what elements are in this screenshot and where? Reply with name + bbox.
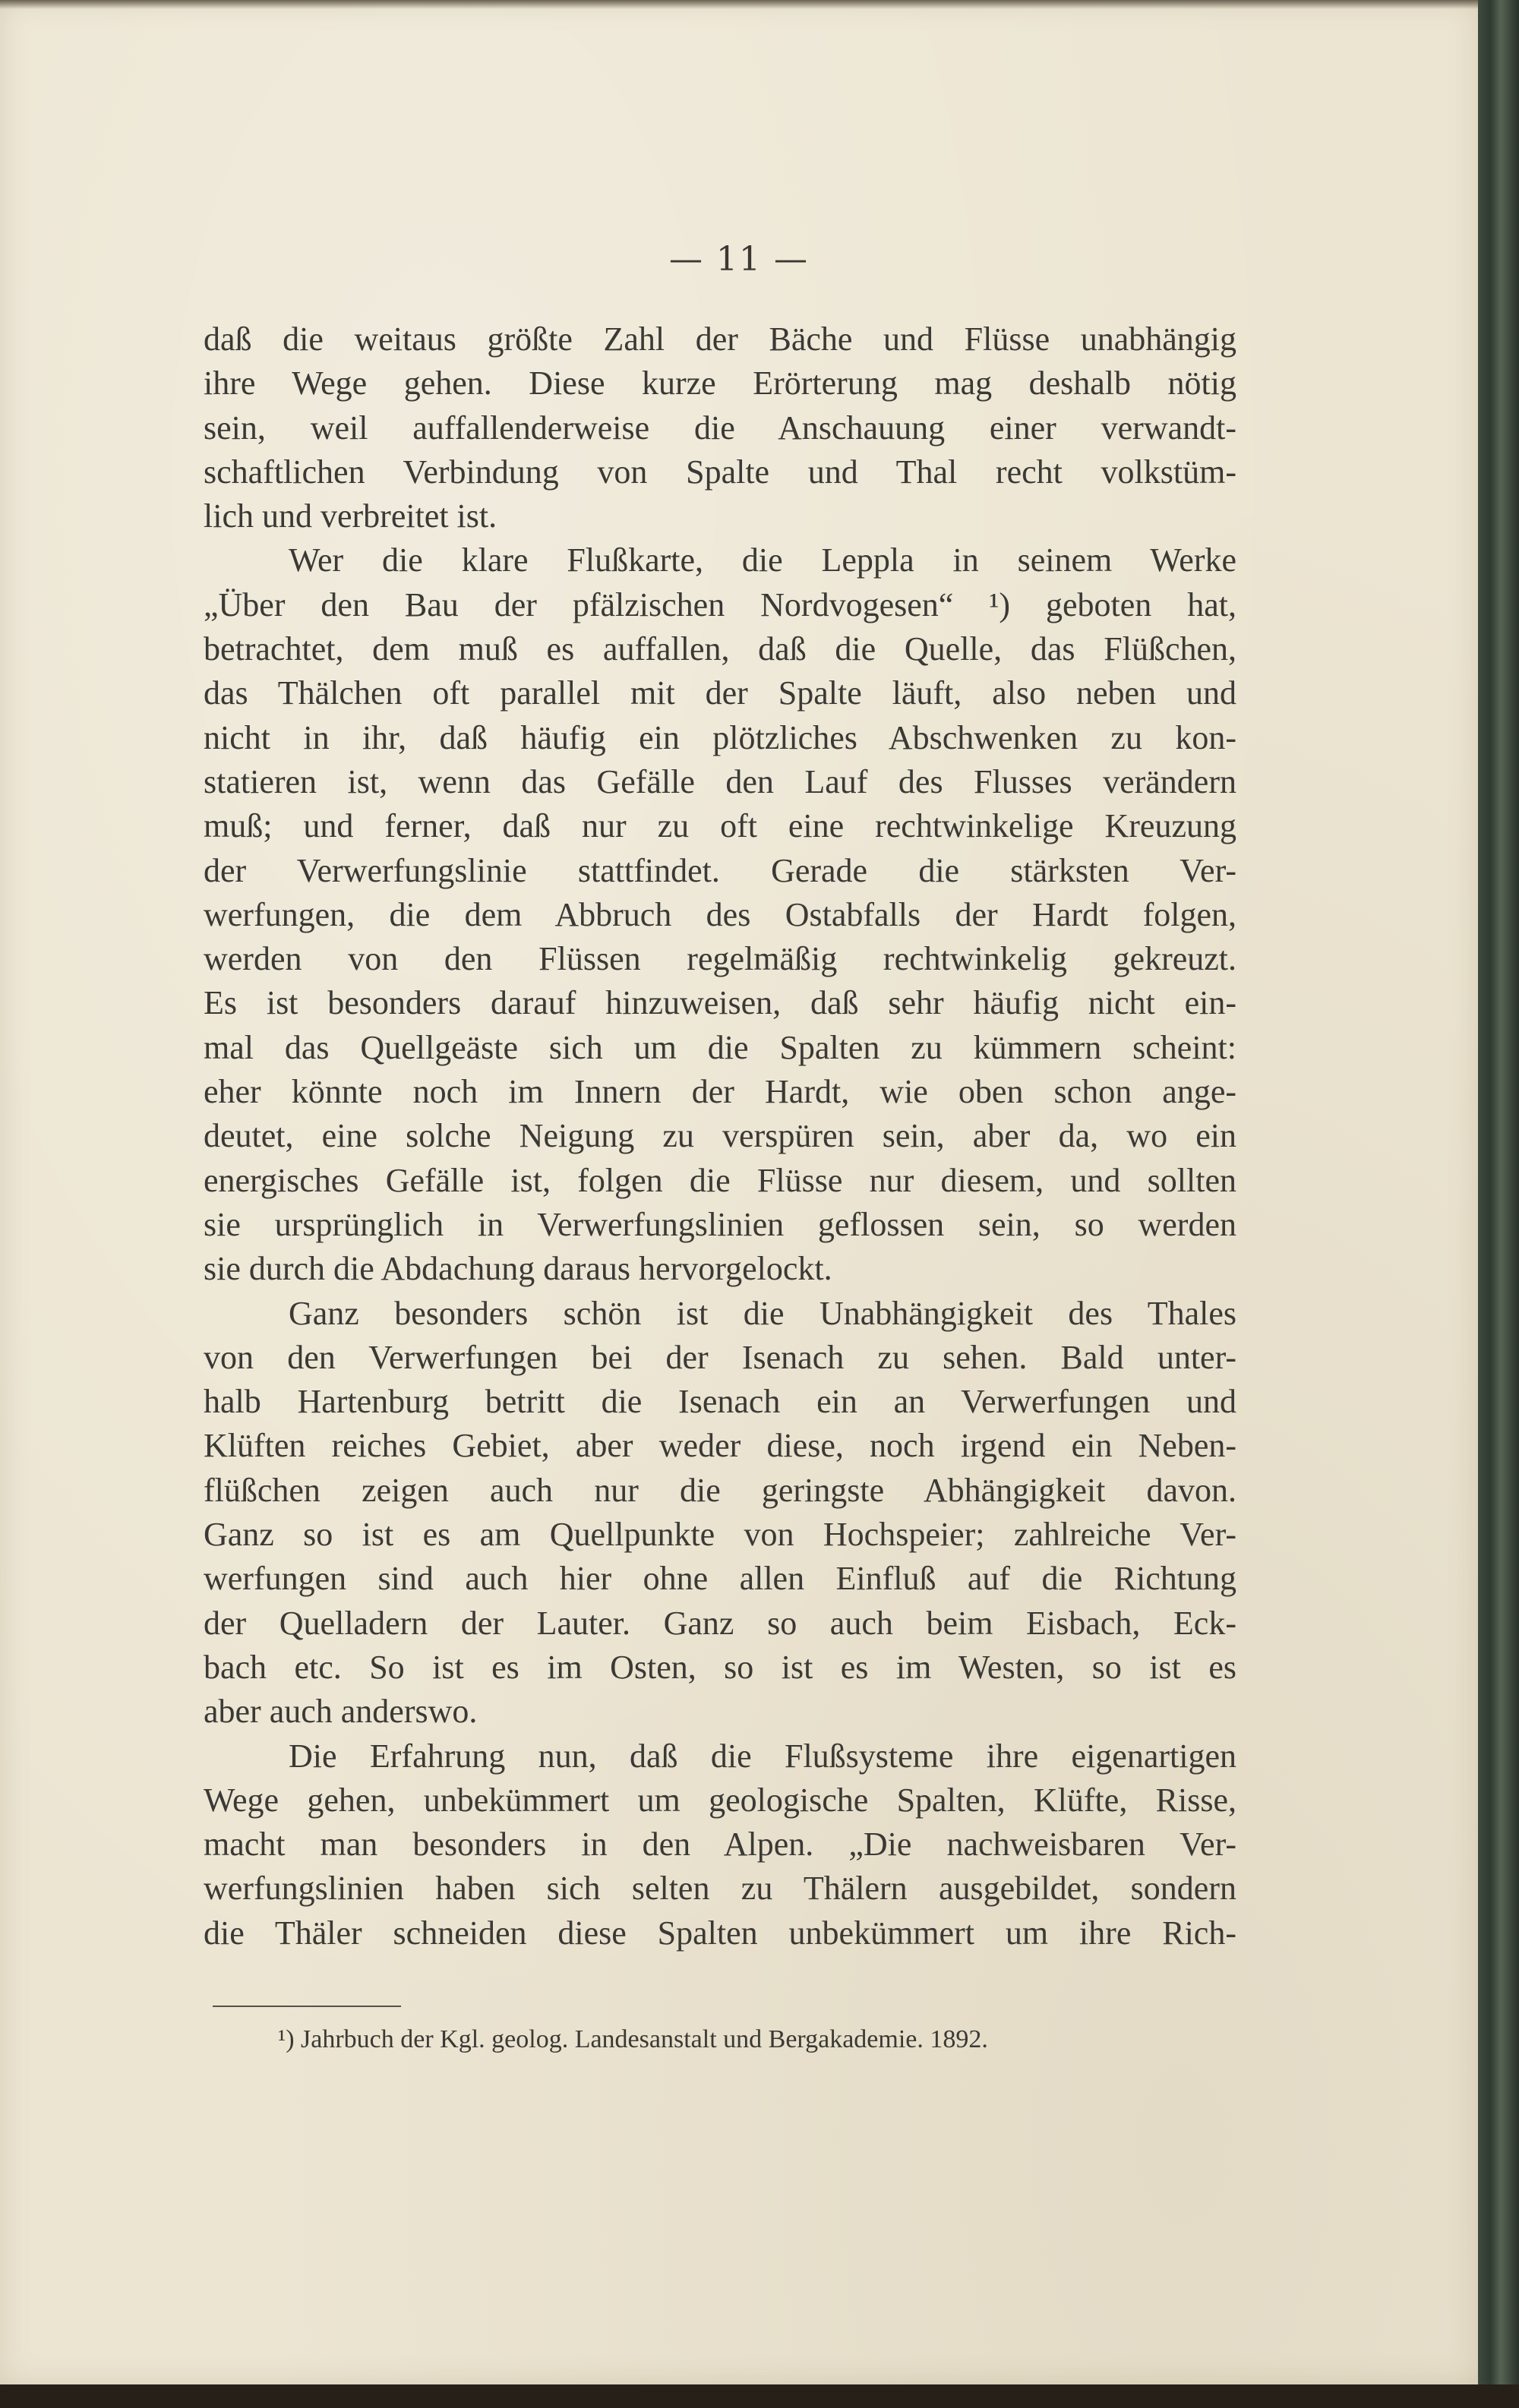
text-line: energisches Gefälle ist, folgen die Flüsse nur diesem, und sollten (204, 1161, 1236, 1199)
footnote-marker: ¹) (278, 2025, 295, 2053)
text-line: betrachtet, dem muß es auffallen, daß die Quelle, das Flüßchen, (204, 630, 1236, 668)
text-line: sein, weil auffallenderweise die Anschauung einer verwandt- (204, 409, 1236, 447)
paragraph-start-line: Die Erfahrung nun, daß die Flußsysteme ihre eigenartigen (289, 1737, 1236, 1775)
text-line: ihre Wege gehen. Diese kurze Erörterung mag deshalb nötig (204, 365, 1236, 402)
text-line: Wege gehen, unbekümmert um geologische Spalten, Klüfte, Risse, (204, 1781, 1236, 1819)
text-line: nicht in ihr, daß häufig ein plötzliches Abschwenken zu kon- (204, 718, 1236, 756)
text-line: „Über den Bau der pfälzischen Nordvogesen“ ¹) geboten hat, (204, 585, 1236, 623)
text-line: sie ursprünglich in Verwerfungslinien geflossen sein, so werden (204, 1205, 1236, 1243)
text-line: Ganz so ist es am Quellpunkte von Hochspeier; zahlreiche Ver- (204, 1516, 1236, 1554)
text-line: Es ist besonders darauf hinzuweisen, daß sehr häufig nicht ein- (204, 984, 1236, 1022)
text-line: flüßchen zeigen auch nur die geringste Abhängigkeit davon. (204, 1471, 1236, 1509)
text-line: macht man besonders in den Alpen. „Die nachweisbaren Ver- (204, 1826, 1236, 1864)
text-line: aber auch anderswo. (204, 1693, 478, 1731)
text-line: sie durch die Abdachung daraus hervorgelockt. (204, 1250, 832, 1288)
footnote (278, 2023, 1236, 2056)
text-line: daß die weitaus größte Zahl der Bäche und Flüsse unabhängig (204, 320, 1236, 358)
body-text (204, 317, 1236, 1955)
text-line: muß; und ferner, daß nur zu oft eine rechtwinkelige Kreuzung (204, 807, 1236, 845)
text-line: die Thäler schneiden diese Spalten unbekümmert um ihre Rich- (204, 1914, 1236, 1952)
text-line: statieren ist, wenn das Gefälle den Lauf des Flusses verändern (204, 762, 1236, 800)
page-top-shadow (0, 0, 1478, 9)
text-line: der Quelladern der Lauter. Ganz so auch beim Eisbach, Eck- (204, 1604, 1236, 1642)
scan-bottom-edge (0, 2384, 1519, 2408)
text-line: halb Hartenburg betritt die Isenach ein an Verwerfungen und (204, 1383, 1236, 1421)
footnote-divider (213, 2006, 401, 2007)
text-line: mal das Quellgeäste sich um die Spalten zu kümmern scheint: (204, 1028, 1236, 1066)
text-line: deutet, eine solche Neigung zu verspüren sein, aber da, wo ein (204, 1117, 1236, 1155)
text-line: lich und verbreitet ist. (204, 497, 497, 535)
text-line: werfungen, die dem Abbruch des Ostabfalls der Hardt folgen, (204, 895, 1236, 933)
page-number: — 11 — (669, 240, 809, 279)
text-line: der Verwerfungslinie stattfindet. Gerade die stärksten Ver- (204, 851, 1236, 889)
text-line: werfungen sind auch hier ohne allen Einfluß auf die Richtung (204, 1560, 1236, 1598)
footnote-text: Jahrbuch der Kgl. geolog. Landesanstalt und Bergakademie. 1892. (301, 2025, 988, 2053)
text-line: schaftlichen Verbindung von Spalte und Thal recht volkstüm- (204, 453, 1236, 491)
text-line: Klüften reiches Gebiet, aber weder diese, noch irgend ein Neben- (204, 1427, 1236, 1465)
paragraph-start-line: Ganz besonders schön ist die Unabhängigkeit des Thales (289, 1294, 1236, 1332)
paragraph-start-line: Wer die klare Flußkarte, die Leppla in seinem Werke (289, 541, 1236, 579)
text-line: werfungslinien haben sich selten zu Thälern ausgebildet, sondern (204, 1870, 1236, 1908)
text-line: eher könnte noch im Innern der Hardt, wie oben schon ange- (204, 1073, 1236, 1111)
text-line: das Thälchen oft parallel mit der Spalte läuft, also neben und (204, 674, 1236, 712)
text-line: werden von den Flüssen regelmäßig rechtwinkelig gekreuzt. (204, 940, 1236, 978)
text-line: bach etc. So ist es im Osten, so ist es im Westen, so ist es (204, 1648, 1236, 1686)
book-spine-edge (1478, 0, 1519, 2408)
text-line: von den Verwerfungen bei der Isenach zu sehen. Bald unter- (204, 1338, 1236, 1376)
